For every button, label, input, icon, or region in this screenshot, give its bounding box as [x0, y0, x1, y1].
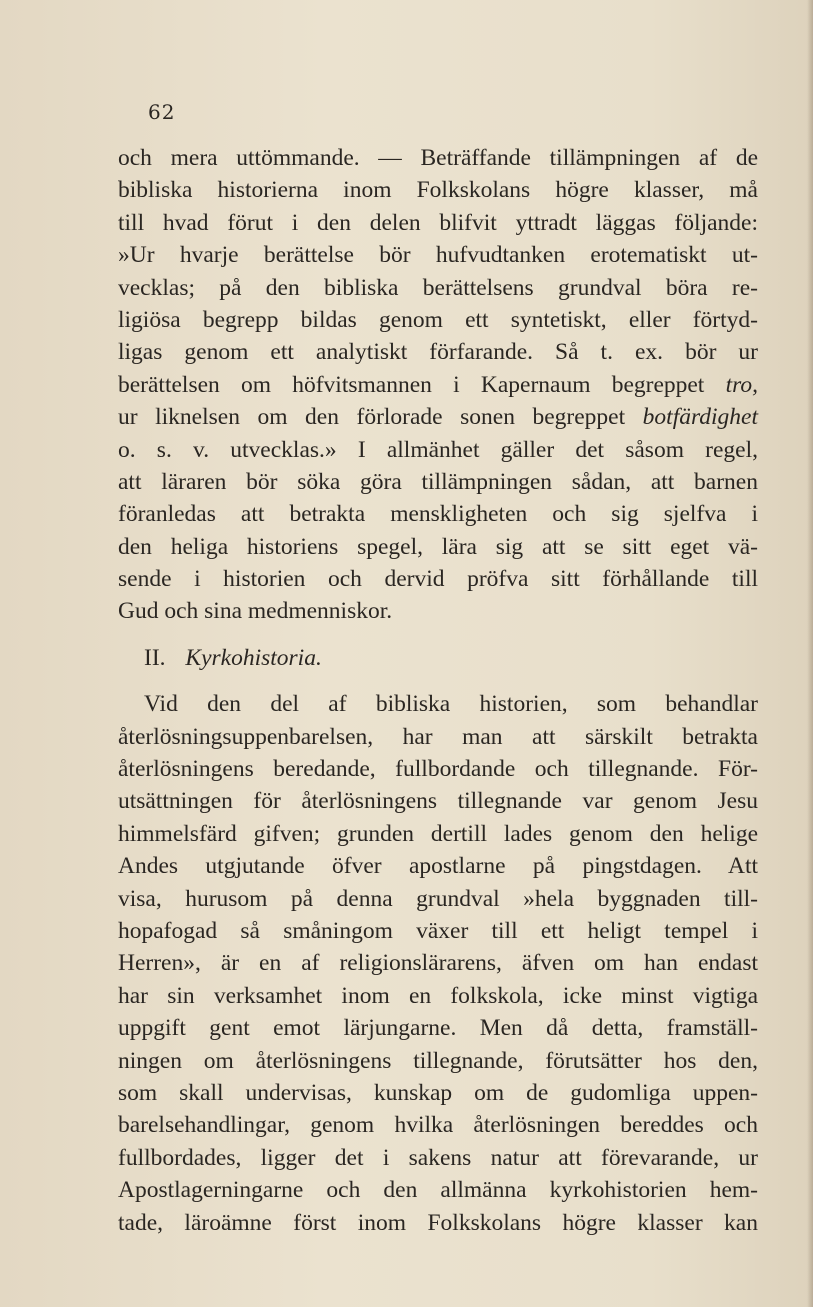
text-line: himmelsfärd gifven; grunden dertill lades genom den helige: [118, 820, 758, 847]
text-line: utsättningen för återlösningens tillegnande var genom Jesu: [118, 788, 758, 815]
italic-term: tro,: [725, 371, 758, 398]
text-line: föranledas att betrakta menskligheten och sig sjelfva i: [118, 501, 758, 528]
text-line: den heliga historiens spegel, lära sig att se sitt eget vä-: [118, 533, 758, 560]
text-line: och mera uttömmande. — Beträffande tillämpningen af de: [118, 145, 758, 171]
text-line: [118, 369, 758, 401]
text-line: »Ur hvarje berättelse bör hufvudtanken erotematiskt ut-: [118, 242, 758, 269]
text-line: återlösningsuppenbarelsen, har man att särskilt betrakta: [118, 723, 758, 750]
text-line: bibliska historierna inom Folkskolans högre klasser, må: [118, 177, 758, 204]
page-body: [118, 142, 758, 1239]
section-title: Kyrkohistoria.: [185, 644, 322, 671]
paragraph-1: [118, 142, 758, 628]
text-line: [118, 401, 758, 433]
text-line: Andes utgjutande öfver apostlarne på pingstdagen. Att: [118, 853, 758, 880]
text-line: barelsehandlingar, genom hvilka återlösningen bereddes och: [118, 1112, 758, 1139]
text-line: återlösningens beredande, fullbordande och tillegnande. För-: [118, 756, 758, 783]
text-line: att läraren bör söka göra tillämpningen sådan, att barnen: [118, 468, 758, 495]
text-line: Vid den del af bibliska historien, som behandlar: [144, 691, 758, 718]
italic-term: botfärdighet: [642, 404, 758, 431]
section-heading: [118, 642, 758, 674]
text-line: tade, läroämne först inom Folkskolans högre klasser kan: [118, 1209, 758, 1236]
text-line: som skall undervisas, kunskap om de gudomliga uppen-: [118, 1079, 758, 1106]
paragraph-2: [118, 688, 758, 1239]
spacer: [118, 674, 758, 688]
spacer: [118, 628, 758, 642]
text-line: ligas genom ett analytiskt förfarande. Så t. ex. bör ur: [118, 339, 758, 366]
text-line: hopafogad så småningom växer till ett heligt tempel i: [118, 917, 758, 944]
text-line: Herren», är en af religionslärarens, äfven om han endast: [118, 950, 758, 977]
text-line: visa, hurusom på denna grundval »hela byggnaden till-: [118, 885, 758, 912]
text-line: fullbordades, ligger det i sakens natur att förevarande, ur: [118, 1144, 758, 1171]
text-line: sende i historien och dervid pröfva sitt förhållande till: [118, 566, 758, 593]
text-segment: berättelsen om höfvitsmannen i Kapernaum begreppet: [118, 371, 726, 398]
page-edge-shadow: [807, 0, 813, 1307]
text-line: till hvad förut i den delen blifvit yttradt läggas följande:: [118, 209, 758, 236]
text-line: Gud och sina medmenniskor.: [118, 598, 393, 625]
text-line: ligiösa begrepp bildas genom ett syntetiskt, eller förtyd-: [118, 306, 758, 333]
text-line: o. s. v. utvecklas.» I allmänhet gäller det såsom regel,: [118, 436, 758, 463]
section-number: II.: [144, 644, 166, 671]
text-line: vecklas; på den bibliska berättelsens grundval böra re-: [118, 274, 758, 301]
text-line: har sin verksamhet inom en folkskola, icke minst vigtiga: [118, 982, 758, 1009]
text-line: Apostlagerningarne och den allmänna kyrkohistorien hem-: [118, 1177, 758, 1204]
page-number: 62: [148, 100, 176, 124]
text-line: ningen om återlösningens tillegnande, förutsätter hos den,: [118, 1047, 758, 1074]
text-segment: ur liknelsen om den förlorade sonen begreppet: [118, 404, 643, 431]
text-line: uppgift gent emot lärjungarne. Men då detta, framställ-: [118, 1015, 758, 1042]
